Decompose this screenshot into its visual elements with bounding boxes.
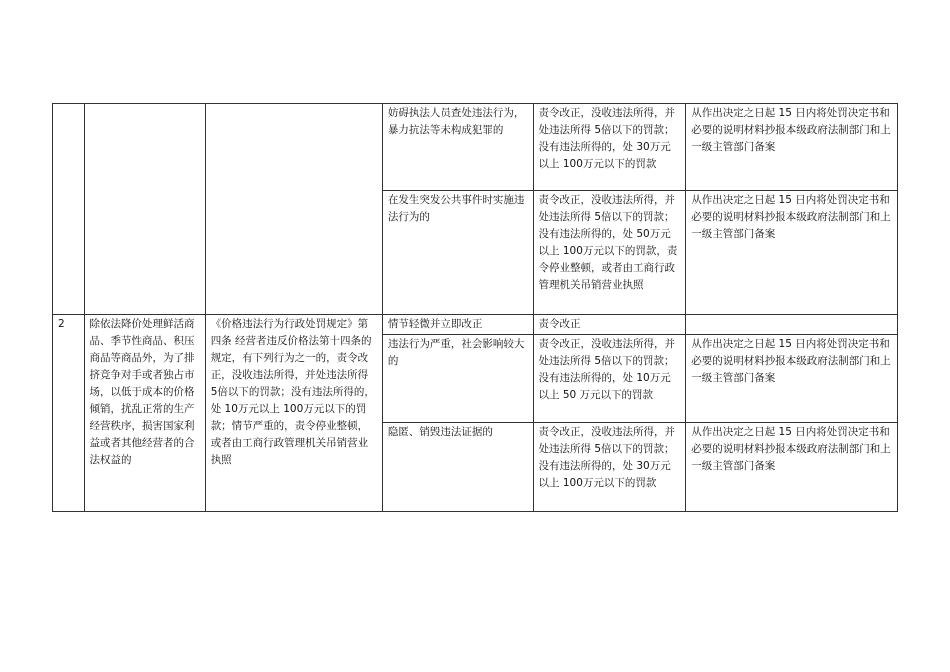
table-row (53, 315, 898, 335)
item-number-cell (53, 104, 85, 315)
circumstance-cell: 违法行为严重，社会影响较大的 (382, 335, 533, 423)
penalty-standard-cell: 责令改正，没收违法所得，并处违法所得 5倍以下的罚款；没有违法所得的，处 30万元以上 100万元以下的罚款 (533, 423, 686, 512)
table-row (53, 104, 898, 191)
circumstance-cell: 在发生突发公共事件时实施违法行为的 (382, 191, 533, 315)
circumstance-cell: 情节轻微并立即改正 (382, 315, 533, 335)
remark-cell: 从作出决定之日起 15 日内将处罚决定书和必要的说明材料抄报本级政府法制部门和上一级主管部门备案 (686, 191, 898, 315)
circumstance-cell: 隐匿、销毁违法证据的 (382, 423, 533, 512)
remark-cell: 从作出决定之日起 15 日内将处罚决定书和必要的说明材料抄报本级政府法制部门和上一级主管部门备案 (686, 335, 898, 423)
legal-basis-cell (205, 104, 382, 315)
illegal-act-cell: 除依法降价处理鲜活商品、季节性商品、积压商品等商品外，为了排挤竞争对手或者独占市场，以低于成本的价格倾销，扰乱正常的生产经营秩序，损害国家利益或者其他经营者的合法权益的 (84, 315, 205, 512)
penalty-standard-cell: 责令改正，没收违法所得，并处违法所得 5倍以下的罚款；没有违法所得的，处 30万元以上 100万元以下的罚款 (533, 104, 686, 191)
remark-cell (686, 315, 898, 335)
remark-cell: 从作出决定之日起 15 日内将处罚决定书和必要的说明材料抄报本级政府法制部门和上一级主管部门备案 (686, 423, 898, 512)
circumstance-cell: 妨碍执法人员查处违法行为，暴力抗法等未构成犯罪的 (382, 104, 533, 191)
item-number-cell: 2 (53, 315, 85, 512)
penalty-standard-cell: 责令改正，没收违法所得，并处违法所得 5倍以下的罚款；没有违法所得的，处 10万元以上 50 万元以下的罚款 (533, 335, 686, 423)
penalty-standards-table (52, 103, 898, 512)
remark-cell: 从作出决定之日起 15 日内将处罚决定书和必要的说明材料抄报本级政府法制部门和上一级主管部门备案 (686, 104, 898, 191)
legal-basis-cell: 《价格违法行为行政处罚规定》第四条 经营者违反价格法第十四条的规定，有下列行为之一的，责令改正，没收违法所得，并处违法所得 5倍以下的罚款；没有违法所得的，处 10万元以上 100万元以下的罚款；情节严重的，责令停业整顿，或者由工商行政管理机关吊销营业执照 (205, 315, 382, 512)
penalty-standard-cell: 责令改正，没收违法所得，并处违法所得 5倍以下的罚款；没有违法所得的，处 50万元以上 100万元以下的罚款，责令停业整顿，或者由工商行政管理机关吊销营业执照 (533, 191, 686, 315)
penalty-standard-cell: 责令改正 (533, 315, 686, 335)
illegal-act-cell (84, 104, 205, 315)
